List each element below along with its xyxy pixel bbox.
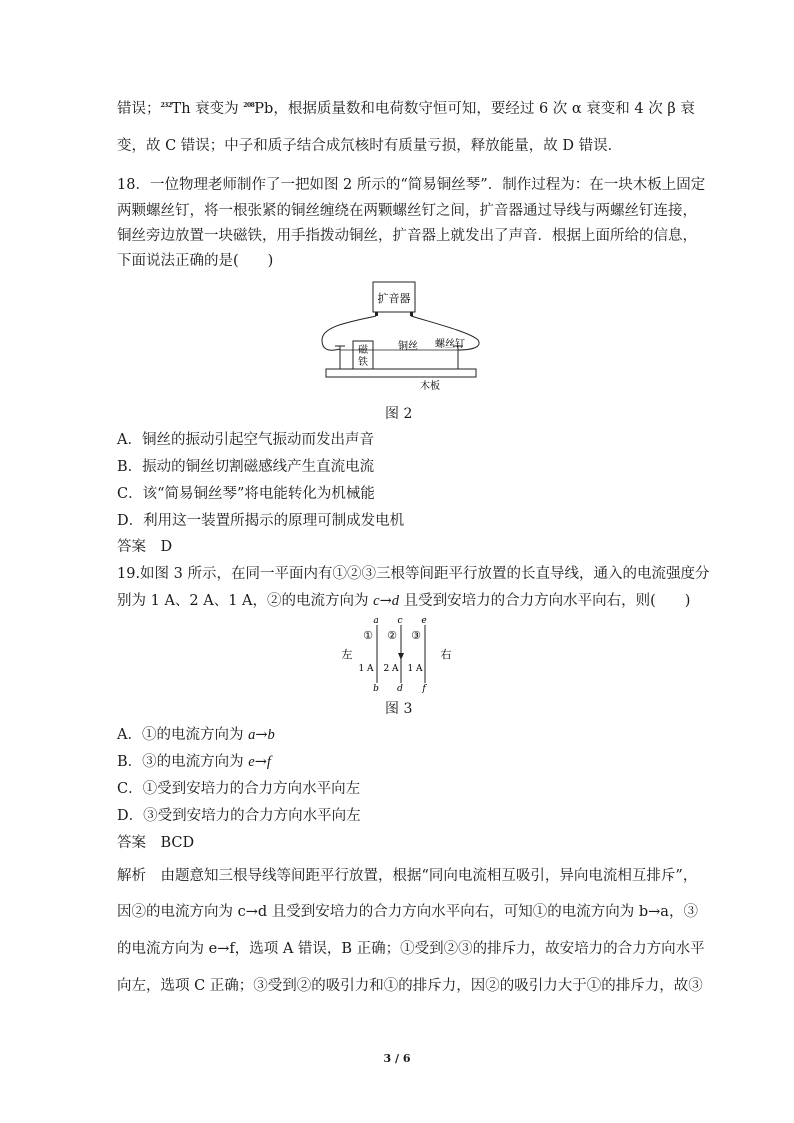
amplifier-label: 扩音器 [377, 292, 411, 305]
figure-3-caption: 图 3 [385, 701, 413, 717]
label-d: d [397, 684, 403, 693]
text-segment: 且受到安培力的合力方向水平向右，则( ) [398, 593, 691, 609]
q18-line-2: 两颗螺丝钉，将一根张紧的铜丝缠绕在两颗螺丝钉之间，扩音器通过导线与两螺丝钉连接， [117, 203, 697, 219]
wire-3-number: ③ [411, 629, 421, 642]
wire-label: 铜丝 [398, 341, 418, 352]
q18-option-d: D．利用这一装置所揭示的原理可制成发电机 [117, 513, 405, 529]
figure-2-copper-harp [310, 278, 500, 396]
label-f: f [422, 684, 426, 693]
text-segment: Th 衰变为 [171, 100, 244, 117]
text-segment: 错误； [117, 100, 161, 117]
arrow: → [254, 754, 267, 770]
q18-option-b: B．振动的铜丝切割磁感线产生直流电流 [117, 459, 375, 475]
wire-2-number: ② [387, 629, 397, 642]
label-c: c [373, 593, 380, 609]
label-f: f [266, 754, 271, 770]
th-mass-number: 232 [160, 102, 172, 109]
label-a: a [373, 616, 379, 626]
q19-analysis-line-4: 向左，选项 C 正确；③受到②的吸引力和①的排斥力，因②的吸引力大于①的排斥力，故③ [117, 978, 703, 994]
magnet-label-1: 磁 [358, 345, 368, 356]
top-line-2: 变，故 C 错误；中子和质子结合成氘核时有质量亏损，释放能量，故 D 错误． [117, 138, 623, 154]
label-b: b [267, 727, 275, 743]
screw-label: 螺丝钉 [435, 339, 465, 350]
q18-line-1: 18．一位物理老师制作了一把如图 2 所示的“简易铜丝琴”．制作过程为：在一块木板上固定 [117, 177, 706, 193]
current-1: 1 A [358, 664, 374, 674]
right-label: 右 [440, 648, 452, 661]
text-segment: 别为 1 A、2 A、1 A，②的电流方向为 [117, 593, 374, 609]
text-segment: Pb，根据质量数和电荷数守恒可知，要经过 6 次 α 衰变和 4 次 β 衰 [254, 100, 695, 117]
q19-analysis-line-1: 解析 由题意知三根导线等间距平行放置，根据“同向电流相互吸引，异向电流相互排斥”， [117, 868, 698, 884]
magnet-label-2: 铁 [358, 357, 368, 368]
q19-line-2 [117, 591, 691, 611]
wire-2-arrow [398, 653, 404, 660]
q19-option-a [117, 725, 682, 745]
q19-analysis-line-3: 的电流方向为 e→f，选项 A 错误，B 正确；①受到②③的排斥力，故安培力的合力方向水平 [117, 941, 705, 957]
label-c: c [397, 616, 403, 626]
text-segment: B．③的电流方向为 [117, 754, 249, 770]
label-d: d [391, 593, 399, 609]
arrow: → [379, 593, 392, 609]
q18-line-3: 铜丝旁边放置一块磁铁，用手指拨动铜丝，扩音器上就发出了声音．根据上面所给的信息， [117, 228, 697, 244]
text-segment: A．①的电流方向为 [117, 727, 249, 743]
q19-option-d: D．③受到安培力的合力方向水平向左 [117, 808, 361, 824]
wire-1-number: ① [363, 629, 373, 642]
arrow: → [255, 727, 268, 743]
left-label: 左 [341, 648, 353, 661]
wood-board [326, 369, 476, 377]
q18-answer: 答案 D [117, 539, 173, 555]
q18-option-a: A．铜丝的振动引起空气振动而发出声音 [117, 432, 374, 448]
q18-line-4: 下面说法正确的是( ) [117, 253, 274, 269]
top-line-1 [117, 96, 695, 119]
q19-line-1: 19.如图 3 所示，在同一平面内有①②③三根等间距平行放置的长直导线，通入的电流强度分 [117, 566, 710, 582]
board-label: 木板 [420, 381, 440, 392]
q19-answer: 答案 BCD [117, 835, 195, 851]
q19-option-c: C．①受到安培力的合力方向水平向左 [117, 781, 361, 797]
current-2: 2 A [383, 664, 399, 674]
label-b: b [373, 684, 379, 693]
label-a: a [248, 727, 256, 743]
label-e: e [248, 754, 255, 770]
q19-analysis-line-2: 因②的电流方向为 c→d 且受到安培力的合力方向水平向右，可知①的电流方向为 b→a，③ [117, 904, 698, 920]
current-3: 1 A [407, 664, 423, 674]
q18-option-c: C．该“简易铜丝琴”将电能转化为机械能 [117, 486, 375, 502]
pb-mass-number: 208 [243, 102, 255, 109]
page-number: 3 / 6 [383, 1052, 411, 1065]
figure-3-three-wires [335, 615, 465, 693]
label-e: e [421, 616, 427, 626]
figure-2-caption: 图 2 [385, 406, 413, 422]
q19-option-b [117, 752, 682, 772]
